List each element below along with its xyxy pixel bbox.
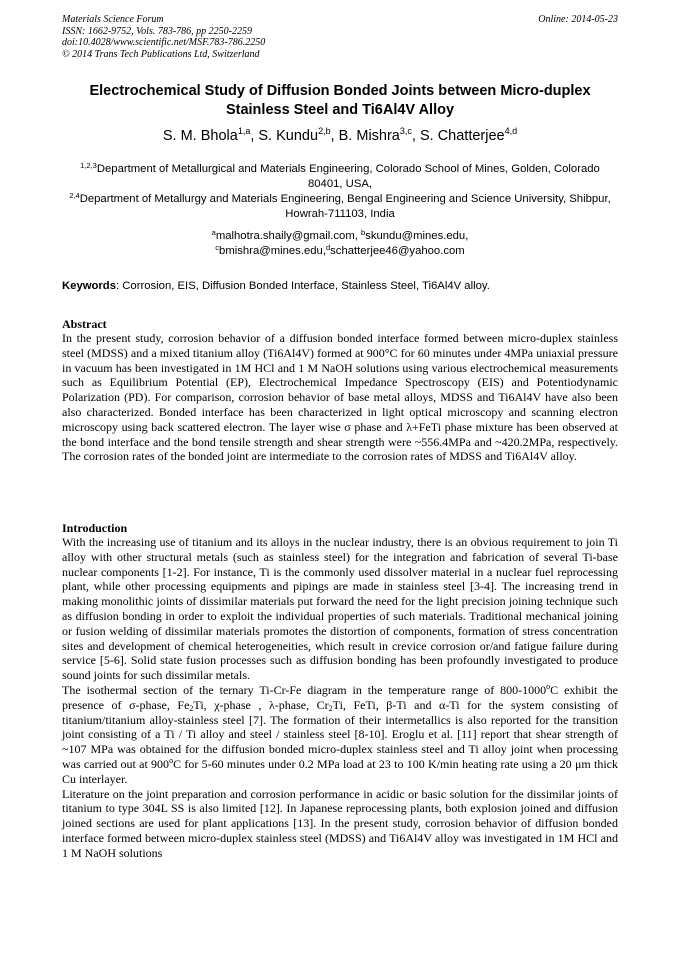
affiliation-2: [62, 192, 618, 222]
journal-issn: ISSN: 1662-9752, Vols. 783-786, pp 2250-2259: [62, 25, 252, 37]
author-superscript: 1,a: [237, 126, 251, 136]
author-list: S. M. Bhola$^{1,a}$, S. Kundu$^{2,b}$, B. Mishra$^{3,c}$, S. Chatterjee$^{4,d}$: [162, 126, 518, 144]
online-date: Online: 2014-05-23: [538, 14, 618, 25]
keywords-text: : Corrosion, EIS, Diffusion Bonded Interface, Stainless Steel, Ti6Al4V alloy.: [116, 280, 490, 292]
paper-title: Electrochemical Study of Diffusion Bonded Joints between Micro-duplex Stainless Steel and Ti6Al4V Alloy: [89, 83, 591, 118]
introduction-body: [62, 535, 618, 861]
author-superscript: 2,b: [318, 126, 331, 136]
keywords-label: Keywords: [62, 280, 116, 292]
text-run: C for 5-60 minutes under 0.2 MPa load at 23 to 100 K/min heating rate using a 20 μm thick Cu interlayer.: [62, 756, 618, 786]
journal-header: [62, 14, 618, 60]
journal-copyright: © 2014 Trans Tech Publications Ltd, Switzerland: [62, 48, 260, 60]
subscript: 2: [189, 703, 194, 713]
abstract-heading: Abstract: [62, 317, 107, 331]
keywords: [62, 279, 618, 294]
email-link[interactable]: schatterjee46@yahoo.com: [330, 245, 465, 257]
affiliation-1: [62, 162, 618, 192]
email-link[interactable]: bmishra@mines.edu,: [219, 245, 326, 257]
abstract-body: [62, 331, 618, 464]
author-name: S. Kundu: [258, 128, 319, 144]
affiliation-superscript: 1,2,3: [80, 161, 97, 170]
email-superscript: c: [215, 243, 220, 252]
email-superscript: a: [211, 228, 216, 237]
author-name: S. Chatterjee: [419, 128, 505, 144]
journal-doi: doi:10.4028/www.scientific.net/MSF.783-786.2250: [62, 37, 266, 48]
introduction-paragraph-2: [62, 683, 618, 787]
abstract-paragraph: In the present study, corrosion behavior of a diffusion bonded interface formed between micro-duplex stainless steel (MDSS) and a mixed titanium alloy (Ti6Al4V) formed at 900°C for 60 minutes under 4MPa uniaxial pressure in vacuum has been investigated in 1M HCl and 1 M NaOH solutions using various electrochemical measurements such as Equilibrium Potential (EP), Electrochemical Impedance Spectroscopy (EIS) and Potentiodynamic Polarization (PD). For comparison, corrosion behavior of base metal alloys, MDSS and Ti6Al4V have also been also characterized. Bonded interface has been characterized in light optical microscopy and scanning electron microscopy using back scattered electron. The layer wise σ phase and λ+FeTi phase mixture has been observed at the bond interface and the bond tensile strength and shear strength were ~556.4MPa and ~420.2MPa, respectively. The corrosion rates of the bonded joint are intermediate to the corrosion rates of MDSS and Ti6Al4V alloy.: [62, 331, 618, 464]
email-list: [62, 229, 618, 259]
journal-name: Materials Science Forum: [62, 14, 164, 25]
affiliation-superscript: 2,4: [69, 191, 80, 200]
degree-superscript: o: [169, 755, 174, 765]
text-run: C exhibit the presence of σ-phase, Fe: [62, 682, 618, 712]
text-run: Ti, FeTi, β-Ti and α-Ti for the system consisting of titanium/titanium alloy-stainless steel [7]. The formation of their intermetallics is also reported for the transition joint consisting of a Ti / Ti alloy and steel / stainless steel [8-10]. Eroglu et al. [11] report that shear strength of ~107 MPa was obtained for the diffusion bonded micro-duplex stainless steel and Ti alloy joint when processing was carried out at 900: [62, 697, 618, 771]
author-superscript: 3,c: [399, 126, 412, 136]
email-superscript: d: [325, 243, 331, 252]
introduction-heading: Introduction: [62, 521, 128, 535]
affiliation-text: Department of Metallurgical and Materials Engineering, Colorado School of Mines, Golden, Colorado 80401, USA,: [96, 163, 600, 190]
email-link[interactable]: malhotra.shaily@gmail.com,: [215, 230, 362, 242]
text-run: The isothermal section of the ternary Ti-Cr-Fe diagram in the temperature range of 800-1000: [62, 682, 547, 697]
author-name: B. Mishra: [338, 128, 400, 144]
text-run: Ti, χ-phase , λ-phase, Cr: [193, 697, 329, 712]
degree-superscript: o: [546, 681, 551, 691]
subscript: 2: [328, 703, 333, 713]
author-superscript: 4,d: [504, 126, 518, 136]
author-name: S. M. Bhola: [162, 128, 238, 144]
email-superscript: b: [361, 228, 366, 237]
introduction-paragraph-1: With the increasing use of titanium and its alloys in the nuclear industry, there is an obvious requirement to join Ti alloy with other structural metals (such as stainless steel) for the integration and fabrication of several Ti-base nuclear components [1-2]. For instance, Ti is the commonly used dissolver material in a nuclear fuel reprocessing plant, while other processing equipments and pipings are made in stainless steel [3-4]. The increasing trend in making monolithic joints of dissimilar materials put forward the need for the light precision joining technique such as diffusion bonding in order to exploit the individual properties of such materials. Traditional mechanical joining or fusion welding of dissimilar materials promotes the distortion of components, formation of stress concentration sites and development of chemical heterogeneities, which result in crevice corrosion or/and fatigue failure during service [5-6]. Solid state fusion processes such as diffusion bonding has been profoundly investigated to produce sound joints for such dissimilar metals.: [62, 535, 618, 683]
affiliation-text: Department of Metallurgy and Materials Engineering, Bengal Engineering and Science University, Shibpur, Howrah-711103, India: [79, 193, 611, 220]
introduction-paragraph-3: Literature on the joint preparation and corrosion performance in acidic or basic solution for the dissimilar joints of titanium to type 304L SS is also limited [12]. In Japanese reprocessing plants, both explosion joined and diffusion joined sections are used for plant applications [13]. In the present study, corrosion behavior of diffusion bonded interface formed between micro-duplex stainless steel (MDSS) and Ti6Al4V alloy was investigated in 1M HCl and 1 M NaOH solutions: [62, 786, 618, 860]
email-link[interactable]: skundu@mines.edu,: [365, 230, 469, 242]
